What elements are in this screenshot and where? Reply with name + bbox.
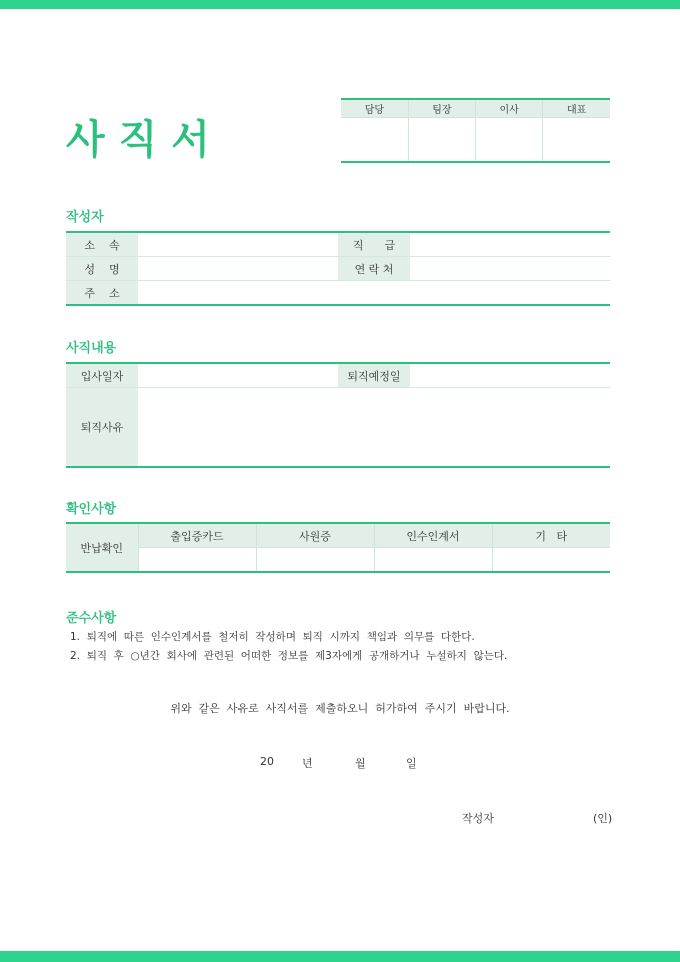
- author-section-title: 작성자: [66, 210, 104, 225]
- date-year-label: 년: [302, 757, 313, 770]
- confirm-header-access-card: 출입증카드: [138, 523, 256, 548]
- confirm-field-employee-id[interactable]: [256, 548, 374, 573]
- approval-table: [341, 98, 610, 163]
- confirm-header-employee-id: 사원증: [256, 523, 374, 548]
- reason-label: 퇴직사유: [66, 388, 138, 468]
- confirm-header-handover-doc: 인수인계서: [374, 523, 492, 548]
- approval-sign-director[interactable]: [476, 118, 543, 163]
- signature-seal-label: (인): [593, 812, 613, 825]
- confirm-header-etc: 기 타: [492, 523, 610, 548]
- rules-section-title: 준수사항: [66, 611, 117, 626]
- date-year-prefix: 20: [260, 755, 274, 768]
- confirm-field-handover-doc[interactable]: [374, 548, 492, 573]
- affiliation-label: 소 속: [66, 232, 138, 257]
- approval-sign-team-lead[interactable]: [408, 118, 475, 163]
- resign-table: [66, 362, 610, 468]
- approval-sign-ceo[interactable]: [543, 118, 610, 163]
- author-table: [66, 231, 610, 306]
- approval-header-team-lead: 팀장: [408, 99, 475, 118]
- resign-section-title: 사직내용: [66, 341, 117, 356]
- join-date-field[interactable]: [138, 363, 338, 388]
- signature-author-label: 작성자: [462, 812, 494, 825]
- request-statement: 위와 같은 사유로 사직서를 제출하오니 허가하여 주시기 바랍니다.: [170, 702, 510, 715]
- confirm-section-title: 확인사항: [66, 502, 117, 517]
- return-check-label: 반납확인: [66, 523, 138, 572]
- position-label: 직 급: [338, 232, 410, 257]
- date-month-label: 월: [355, 757, 366, 770]
- approval-header-director: 이사: [476, 99, 543, 118]
- name-label: 성 명: [66, 257, 138, 281]
- rules-list: [70, 628, 507, 666]
- affiliation-field[interactable]: [138, 232, 338, 257]
- reason-field[interactable]: [138, 388, 610, 468]
- approval-sign-staff[interactable]: [341, 118, 408, 163]
- bottom-accent-bar: [0, 951, 680, 962]
- top-accent-bar: [0, 0, 680, 9]
- address-field[interactable]: [138, 281, 610, 306]
- contact-label: 연 락 처: [338, 257, 410, 281]
- join-date-label: 입사일자: [66, 363, 138, 388]
- confirm-field-etc[interactable]: [492, 548, 610, 573]
- position-field[interactable]: [410, 232, 610, 257]
- approval-header-staff: 담당: [341, 99, 408, 118]
- date-day-label: 일: [406, 757, 417, 770]
- confirm-field-access-card[interactable]: [138, 548, 256, 573]
- name-field[interactable]: [138, 257, 338, 281]
- planned-date-label: 퇴직예정일: [338, 363, 410, 388]
- rule-item: 1. 퇴직에 따른 인수인계서를 철저히 작성하며 퇴직 시까지 책임과 의무를 다한다.: [70, 631, 475, 643]
- contact-field[interactable]: [410, 257, 610, 281]
- document-title: 사 직 서: [66, 117, 210, 163]
- rule-item: 2. 퇴직 후 ○년간 회사에 관련된 어떠한 정보를 제3자에게 공개하거나 누설하지 않는다.: [70, 650, 508, 662]
- address-label: 주 소: [66, 281, 138, 306]
- planned-date-field[interactable]: [410, 363, 610, 388]
- approval-header-ceo: 대표: [543, 99, 610, 118]
- confirm-table: [66, 522, 610, 573]
